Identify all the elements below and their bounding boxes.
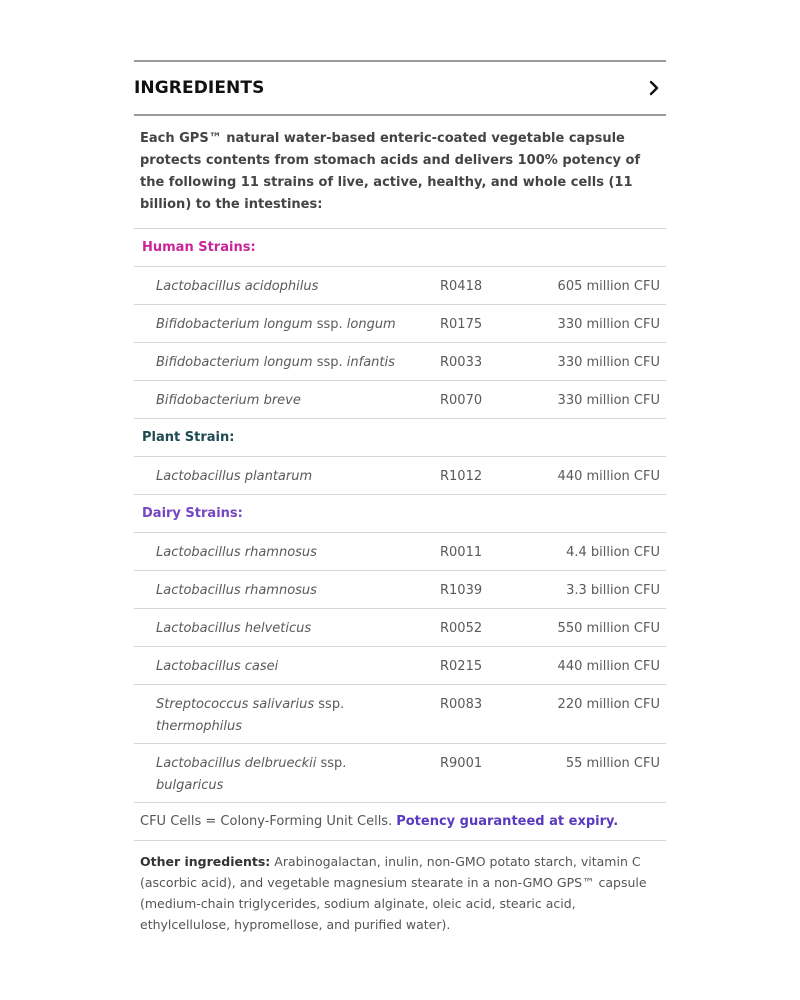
strain-subspecies: infantis bbox=[346, 355, 395, 370]
strain-amount: 550 million CFU bbox=[557, 621, 660, 636]
strain-name bbox=[134, 542, 440, 564]
strain-code: R1012 bbox=[440, 469, 483, 484]
strain-species: Lactobacillus acidophilus bbox=[156, 279, 319, 294]
strain-code: R0418 bbox=[440, 279, 483, 294]
group-heading-human: Human Strains: bbox=[134, 229, 666, 267]
strain-name bbox=[134, 314, 440, 336]
strain-species: Lactobacillus casei bbox=[156, 659, 279, 674]
strain-species: Bifidobacterium longum bbox=[156, 355, 313, 370]
strain-species: Lactobacillus delbrueckii bbox=[156, 756, 317, 771]
strain-list-human bbox=[134, 267, 666, 419]
cfu-definition: CFU Cells = Colony-Forming Unit Cells. bbox=[140, 814, 393, 829]
strain-row bbox=[134, 744, 666, 803]
strain-amount: 220 million CFU bbox=[557, 697, 660, 712]
cfu-note bbox=[134, 803, 666, 841]
strain-code: R0083 bbox=[440, 697, 483, 712]
strain-ssp-marker: ssp. bbox=[316, 317, 343, 332]
strain-name bbox=[134, 390, 440, 412]
group-heading-plant: Plant Strain: bbox=[134, 419, 666, 457]
strain-code: R0175 bbox=[440, 317, 483, 332]
strain-name bbox=[134, 694, 440, 738]
strain-code: R9001 bbox=[440, 756, 483, 771]
ingredients-panel bbox=[134, 60, 666, 935]
other-ingredients-label: Other ingredients: bbox=[140, 854, 271, 869]
potency-guarantee: Potency guaranteed at expiry. bbox=[396, 814, 619, 829]
strain-ssp-marker: ssp. bbox=[320, 756, 347, 771]
strain-code: R0011 bbox=[440, 545, 483, 560]
strain-species: Lactobacillus helveticus bbox=[156, 621, 312, 636]
strain-row bbox=[134, 685, 666, 744]
strain-row bbox=[134, 267, 666, 305]
other-ingredients bbox=[134, 841, 666, 935]
strain-row bbox=[134, 609, 666, 647]
ingredients-accordion-header[interactable] bbox=[134, 62, 666, 116]
strain-amount: 330 million CFU bbox=[557, 355, 660, 370]
strain-species: Bifidobacterium longum bbox=[156, 317, 313, 332]
strain-subspecies: thermophilus bbox=[156, 719, 243, 734]
strain-code: R0070 bbox=[440, 393, 483, 408]
section-title: INGREDIENTS bbox=[134, 78, 265, 98]
strain-ssp-marker: ssp. bbox=[318, 697, 345, 712]
strain-name bbox=[134, 618, 440, 640]
strain-row bbox=[134, 571, 666, 609]
strain-ssp-marker: ssp. bbox=[316, 355, 343, 370]
strain-name bbox=[134, 580, 440, 602]
strain-amount: 3.3 billion CFU bbox=[566, 583, 660, 598]
chevron-right-icon[interactable] bbox=[644, 78, 664, 98]
other-ingredients-text: Arabinogalactan, inulin, non-GMO potato starch, vitamin C (ascorbic acid), and vegetable magnesium stearate in a non-GMO GPS™ capsule (medium-chain triglycerides, sodium alginate, oleic acid, stearic acid, ethylcellulose, hypromellose, and purified water). bbox=[140, 854, 647, 932]
strain-name bbox=[134, 466, 440, 488]
strain-amount: 440 million CFU bbox=[557, 469, 660, 484]
strain-amount: 330 million CFU bbox=[557, 393, 660, 408]
strain-row bbox=[134, 533, 666, 571]
strain-list-dairy bbox=[134, 533, 666, 803]
strain-subspecies: bulgaricus bbox=[156, 778, 224, 793]
intro-text: Each GPS™ natural water-based enteric-coated vegetable capsule protects contents from stomach acids and delivers 100% potency of the following 11 strains of live, active, healthy, and whole cells (11 billion) to the intestines: bbox=[134, 116, 666, 229]
strain-name bbox=[134, 352, 440, 374]
strain-species: Lactobacillus rhamnosus bbox=[156, 545, 317, 560]
strain-code: R1039 bbox=[440, 583, 483, 598]
strain-row bbox=[134, 343, 666, 381]
strain-species: Bifidobacterium breve bbox=[156, 393, 301, 408]
strain-code: R0033 bbox=[440, 355, 483, 370]
strain-row bbox=[134, 305, 666, 343]
strain-code: R0052 bbox=[440, 621, 483, 636]
strain-species: Lactobacillus rhamnosus bbox=[156, 583, 317, 598]
strain-subspecies: longum bbox=[346, 317, 396, 332]
strain-name bbox=[134, 753, 440, 797]
strain-name bbox=[134, 656, 440, 678]
strain-amount: 605 million CFU bbox=[557, 279, 660, 294]
strain-species: Lactobacillus plantarum bbox=[156, 469, 313, 484]
strain-row bbox=[134, 457, 666, 495]
strain-name bbox=[134, 276, 440, 298]
strain-code: R0215 bbox=[440, 659, 483, 674]
strain-amount: 55 million CFU bbox=[565, 756, 660, 771]
group-heading-dairy: Dairy Strains: bbox=[134, 495, 666, 533]
strain-list-plant bbox=[134, 457, 666, 495]
strain-row bbox=[134, 381, 666, 419]
strain-row bbox=[134, 647, 666, 685]
strain-species: Streptococcus salivarius bbox=[156, 697, 315, 712]
strain-amount: 4.4 billion CFU bbox=[566, 545, 660, 560]
strain-amount: 330 million CFU bbox=[557, 317, 660, 332]
strain-amount: 440 million CFU bbox=[557, 659, 660, 674]
